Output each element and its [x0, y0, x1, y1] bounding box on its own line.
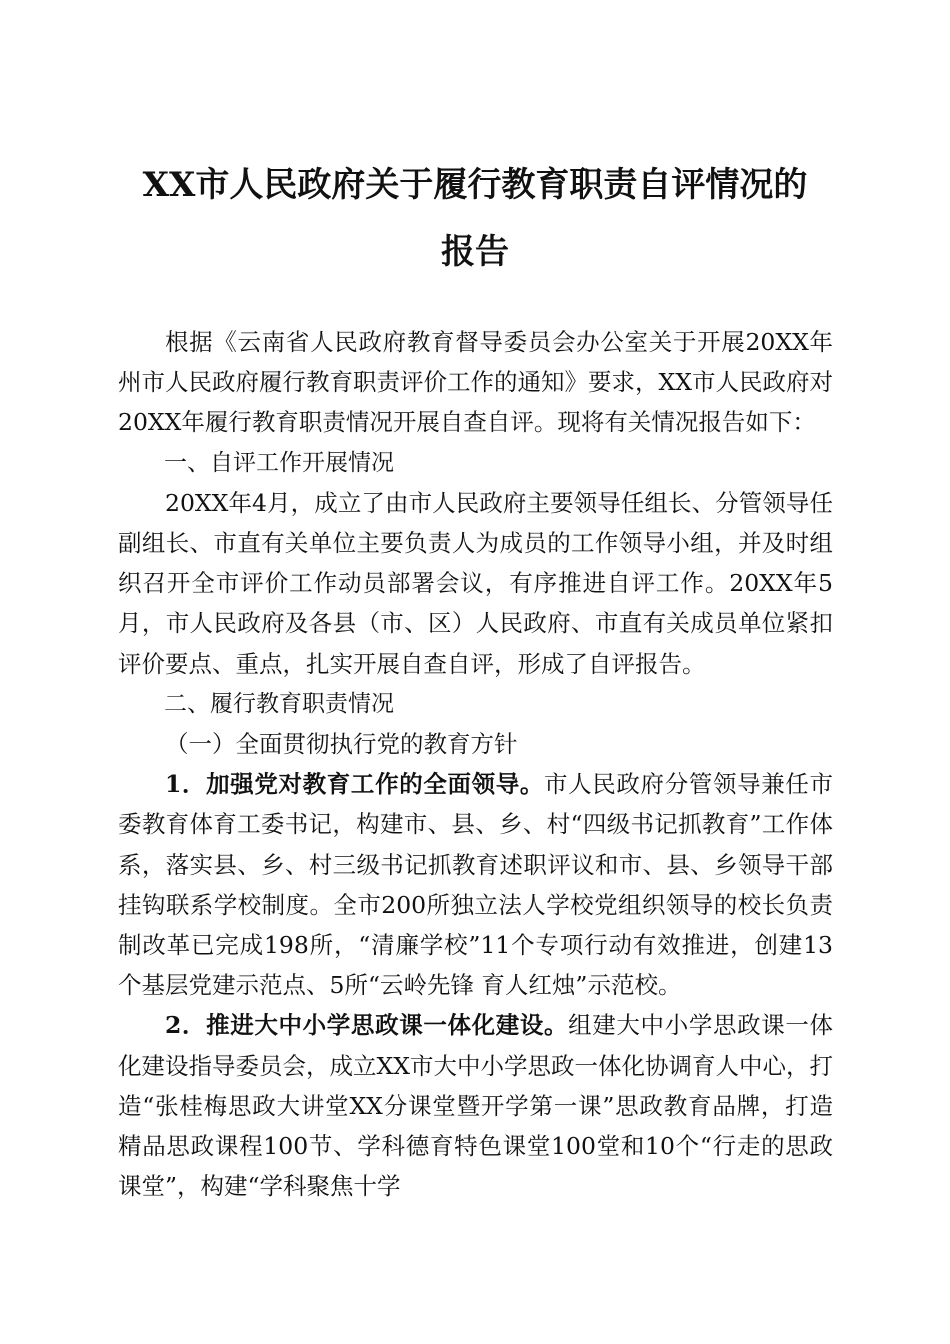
subsection-heading-1 [118, 724, 833, 764]
item-2-lead: 2．推进大中小学思政课一体化建设。 [165, 1011, 569, 1040]
section-heading-2-text: 二、履行教育职责情况 [164, 690, 394, 717]
self-evaluation-paragraph [118, 483, 833, 684]
self-evaluation-text: 20XX年4月，成立了由市人民政府主要领导任组长、分管领导任副组长、市直有关单位主要负责人为成员的工作领导小组，并及时组织召开全市评价工作动员部署会议，有序推进自评工作。20XX年5月，市人民政府及各县（市、区）人民政府、市直有关成员单位紧扣评价要点、重点，扎实开展自查自评，形成了自评报告。 [118, 488, 833, 678]
intro-paragraph [118, 322, 833, 443]
subsection-heading-1-text: （一）全面贯彻执行党的教育方针 [165, 730, 518, 759]
item-1-paragraph [118, 764, 833, 1005]
intro-text: 根据《云南省人民政府教育督导委员会办公室关于开展20XX年州市人民政府履行教育职责评价工作的通知》要求，XX市人民政府对20XX年履行教育职责情况开展自查自评。现将有关情况报告如下： [118, 328, 833, 437]
item-1-text: 市人民政府分管领导兼任市委教育体育工委书记，构建市、县、乡、村“四级书记抓教育”工作体系，落实县、乡、村三级书记抓教育述职评议和市、县、乡领导干部挂钩联系学校制度。全市200所独立法人学校党组织领导的校长负责制改革已完成198所，“清廉学校”11个专项行动有效推进，创建13个基层党建示范点、5所“云岭先锋 育人红烛”示范校。 [118, 770, 833, 1000]
section-heading-2 [118, 684, 833, 724]
document-body [118, 322, 833, 1206]
section-heading-1-text: 一、自评工作开展情况 [164, 449, 394, 476]
section-heading-1 [118, 443, 833, 483]
item-2-text: 组建大中小学思政课一体化建设指导委员会，成立XX市大中小学思政一体化协调育人中心，打造“张桂梅思政大讲堂XX分课堂暨开学第一课”思政教育品牌，打造精品思政课程100节、学科德育特色课堂100堂和10个“行走的思政课堂”，构建“学科聚焦十学 [118, 1011, 834, 1201]
document-title-line-1: XX市人民政府关于履行教育职责自评情况的 [142, 165, 808, 205]
document-title-line-2: 报告 [441, 232, 509, 272]
item-1-lead: 1．加强党对教育工作的全面领导。 [165, 770, 545, 799]
item-2-paragraph [118, 1005, 833, 1206]
